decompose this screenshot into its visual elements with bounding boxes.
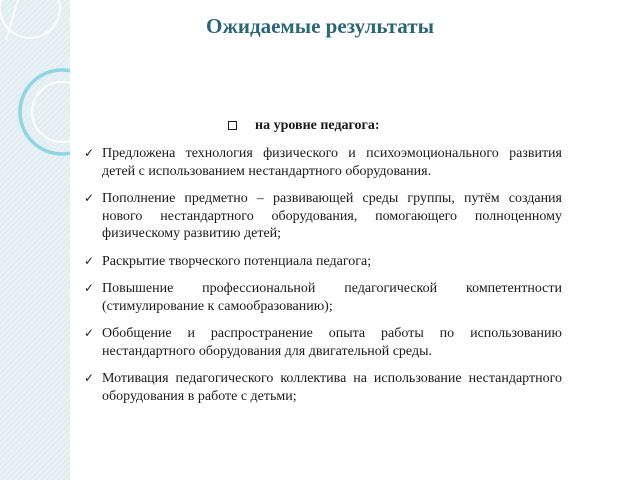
check-bullet-icon: ✓ <box>84 371 95 385</box>
list-item-text: Раскрытие творческого потенциала педагога; <box>102 253 372 269</box>
list-item <box>84 190 562 243</box>
check-bullet-icon: ✓ <box>84 191 95 205</box>
list-item <box>84 325 562 360</box>
results-list <box>84 145 562 415</box>
slide-title: Ожидаемые результаты <box>206 14 434 38</box>
decorative-side-panel <box>0 0 70 480</box>
list-item-text: Мотивация педагогического коллектива на использование нестандартного оборудования в работе с детьми; <box>102 371 562 404</box>
check-bullet-icon: ✓ <box>84 146 95 160</box>
check-bullet-icon: ✓ <box>84 281 95 295</box>
check-bullet-icon: ✓ <box>84 326 95 340</box>
list-item <box>84 253 562 271</box>
list-item <box>84 280 562 315</box>
list-item <box>84 145 562 180</box>
square-bullet-icon <box>228 121 237 130</box>
list-item-text: Обобщение и распространение опыта работы по использованию нестандартного оборудования для двигательной среды. <box>102 326 562 359</box>
subheading-text: на уровне педагога: <box>255 118 380 133</box>
list-item-text: Предложена технология физического и психоэмоционального развития детей с использованием нестандартного оборудования. <box>102 146 562 179</box>
list-item <box>84 370 562 405</box>
subheading <box>228 118 380 134</box>
list-item-text: Повышение профессиональной педагогической компетентности (стимулирование к самообразованию); <box>102 281 562 314</box>
list-item-text: Пополнение предметно – развивающей среды группы, путём создания нового нестандартного оборудования, помогающего полноценному физическому развитию детей; <box>102 191 562 241</box>
check-bullet-icon: ✓ <box>84 253 95 268</box>
